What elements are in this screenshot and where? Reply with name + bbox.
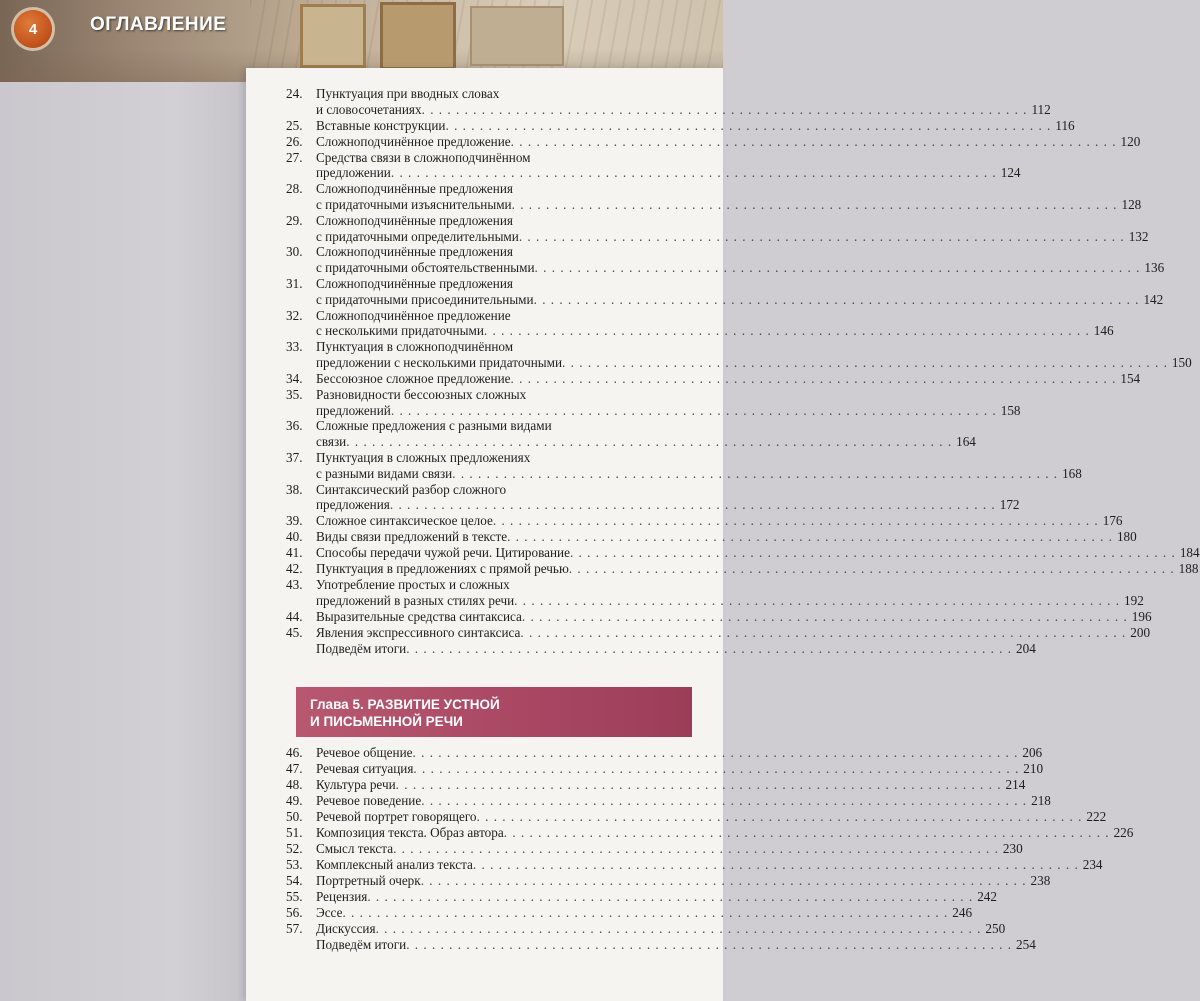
toc-entry-page: 120 xyxy=(1120,133,1141,149)
toc-entry-number: 51. xyxy=(286,825,303,840)
toc-entry-page: 250 xyxy=(985,921,1006,936)
toc-entry-body xyxy=(316,937,1036,953)
toc-entry-number: 48. xyxy=(286,777,303,792)
toc-entry-title: Дискуссия xyxy=(316,921,376,936)
toc-entry xyxy=(286,212,1149,245)
dot-leader xyxy=(413,761,1019,777)
toc-entry-body xyxy=(316,561,1198,577)
dot-leader xyxy=(512,197,1118,213)
dot-leader xyxy=(520,625,1126,641)
toc-entry-title: с придаточными обстоятельственными xyxy=(316,260,535,276)
dot-leader xyxy=(477,809,1083,825)
dot-leader xyxy=(396,777,1002,793)
toc-entry-number: 36. xyxy=(286,418,303,434)
toc-entry-body xyxy=(316,809,1106,825)
toc-entry-title: предложений xyxy=(316,402,391,418)
dot-leader xyxy=(493,513,1099,529)
dot-leader xyxy=(422,102,1028,118)
toc-list-chapter5 xyxy=(286,745,1134,953)
toc-entry-page: 246 xyxy=(952,905,973,920)
toc-entry-body xyxy=(316,529,1137,545)
toc-entry-page: 168 xyxy=(1062,465,1082,481)
toc-entry xyxy=(286,386,1021,419)
toc-entry-page: 200 xyxy=(1130,624,1151,640)
toc-entry-number: 27. xyxy=(286,149,303,165)
toc-entry-title: предложения xyxy=(316,497,390,513)
toc-entry xyxy=(286,275,1164,308)
toc-entry-title: Виды связи предложений в тексте xyxy=(316,529,508,545)
toc-entry-page: 188 xyxy=(1178,561,1199,577)
toc-entry-page: 222 xyxy=(1086,809,1107,824)
toc-entry-title: Пунктуация при вводных словах xyxy=(316,86,500,101)
toc-entry-body xyxy=(316,482,1020,514)
toc-entry-number: 49. xyxy=(286,793,303,808)
toc-entry-body xyxy=(316,276,1163,308)
toc-entry-body xyxy=(316,244,1164,276)
toc-entry-number: 44. xyxy=(286,608,303,624)
banner-picture-icon xyxy=(300,4,366,68)
toc-entry-body xyxy=(316,181,1141,213)
toc-entry-page: 150 xyxy=(1171,354,1192,370)
dot-leader xyxy=(507,529,1113,545)
toc-entry-body xyxy=(316,761,1043,777)
toc-entry-body xyxy=(316,418,976,450)
toc-entry-number: 55. xyxy=(286,889,303,904)
toc-entry xyxy=(286,513,1123,529)
toc-entry xyxy=(286,825,1134,841)
toc-entry-body xyxy=(316,841,1023,857)
toc-entry-page: 128 xyxy=(1121,196,1142,212)
toc-entry-title: Подведём итоги xyxy=(316,937,407,952)
dot-leader xyxy=(445,118,1051,134)
toc-entry-title: с придаточными изъяснительными xyxy=(316,196,512,212)
toc-entry-page: 210 xyxy=(1023,761,1044,776)
dot-leader xyxy=(484,323,1090,339)
toc-entry-title: предложении с несколькими придаточными xyxy=(316,354,563,370)
toc-entry xyxy=(286,418,976,450)
dot-leader xyxy=(393,841,999,857)
toc-entry-title: и словосочетаниях xyxy=(316,101,422,117)
toc-entry-body xyxy=(316,308,1114,340)
toc-entry-number: 53. xyxy=(286,857,303,872)
toc-entry-number: 47. xyxy=(286,761,303,776)
toc-entry xyxy=(286,921,1006,937)
toc-entry-number: 25. xyxy=(286,117,303,133)
toc-entry xyxy=(286,149,1021,182)
toc-entry-title: Композиция текста. Образ автора xyxy=(316,825,504,840)
dot-leader xyxy=(511,134,1117,150)
dot-leader xyxy=(522,609,1128,625)
dot-leader xyxy=(367,889,973,905)
toc-entry-page: 132 xyxy=(1128,228,1149,244)
toc-entry-body xyxy=(316,777,1025,793)
dot-leader xyxy=(511,371,1117,387)
toc-entry xyxy=(286,529,1137,545)
dot-leader xyxy=(562,355,1168,371)
toc-entry-page: 230 xyxy=(1002,841,1023,856)
toc-entry-title: Речевое общение xyxy=(316,745,413,760)
toc-entry-page: 154 xyxy=(1120,370,1141,386)
toc-entry xyxy=(286,873,1051,889)
toc-entry-title: Сложноподчинённые предложения xyxy=(316,275,513,291)
dot-leader xyxy=(391,403,997,419)
dot-leader xyxy=(534,292,1140,308)
toc-entry-title: Выразительные средства синтаксиса xyxy=(316,608,522,624)
toc-entry-page: 176 xyxy=(1102,513,1123,529)
toc-entry-body xyxy=(316,857,1103,873)
toc-entry-title: Пунктуация в сложноподчинённом xyxy=(316,339,514,355)
toc-list xyxy=(286,86,1200,657)
toc-entry-number xyxy=(286,937,316,953)
chapter-title-line1: Глава 5. РАЗВИТИЕ УСТНОЙ xyxy=(310,697,500,712)
toc-entry-title: Сложные предложения с разными видами xyxy=(316,418,552,434)
toc-entry-title: Способы передачи чужой речи. Цитирование xyxy=(316,545,570,561)
toc-entry-title: Пунктуация в предложениях с прямой речью xyxy=(316,561,569,577)
banner-portrait-icon xyxy=(380,2,456,70)
toc-entry-title: Разновидности бессоюзных сложных xyxy=(316,386,527,402)
toc-entry-number: 33. xyxy=(286,339,303,355)
toc-entry-title: Сложноподчинённые предложения xyxy=(316,181,513,197)
toc-entry-number: 41. xyxy=(286,545,303,561)
toc-entry-number: 46. xyxy=(286,745,303,760)
toc-entry-title: Подведём итоги xyxy=(316,640,407,656)
toc-entry xyxy=(286,905,973,921)
toc-entry-number: 37. xyxy=(286,449,303,465)
dot-leader xyxy=(452,466,1058,482)
toc-entry-title: Эссе xyxy=(316,905,343,920)
toc-entry-title: связи xyxy=(316,434,347,450)
toc-entry-body xyxy=(316,150,1021,182)
toc-entry-number: 45. xyxy=(286,624,303,640)
toc-entry-title: Культура речи xyxy=(316,777,396,792)
toc-entry-title: Пунктуация в сложных предложениях xyxy=(316,449,531,465)
toc-entry-title: Употребление простых и сложных xyxy=(316,577,510,593)
toc-entry-body xyxy=(316,905,972,921)
toc-entry xyxy=(286,761,1044,777)
toc-entry-page: 242 xyxy=(977,889,997,904)
toc-entry-title: Смысл текста xyxy=(316,841,394,856)
toc-entry-page: 112 xyxy=(1031,101,1051,117)
toc-entry-page: 254 xyxy=(1016,937,1036,952)
toc-entry-body xyxy=(316,577,1144,609)
toc-entry-title: Комплексный анализ текста xyxy=(316,857,473,872)
toc-entry-body xyxy=(316,118,1075,134)
toc-entry-title: Сложноподчинённое предложение xyxy=(316,307,511,323)
toc-entry-number: 24. xyxy=(286,86,303,101)
toc-entry-title: Вставные конструкции xyxy=(316,117,446,133)
dot-leader xyxy=(421,873,1027,889)
dot-leader xyxy=(391,165,997,181)
toc-entry-body xyxy=(316,921,1005,937)
toc-entry-page: 196 xyxy=(1131,608,1152,624)
chapter-label: Глава 5. xyxy=(310,697,364,712)
toc-entry-page: 164 xyxy=(956,434,976,450)
toc-entry-page: 180 xyxy=(1116,529,1137,545)
toc-entry-title: Сложноподчинённое предложение xyxy=(316,133,511,149)
toc-entry xyxy=(286,449,1082,482)
toc-entry xyxy=(286,577,1144,609)
toc-entry-number: 26. xyxy=(286,133,303,149)
toc-entry-body xyxy=(316,86,1051,118)
toc-entry-page: 214 xyxy=(1005,777,1026,792)
toc-entry xyxy=(286,809,1107,825)
toc-entry-body xyxy=(316,745,1042,761)
toc-entry xyxy=(286,370,1141,387)
toc-entry-body xyxy=(316,889,997,905)
toc-entry-body xyxy=(316,339,1192,371)
toc-entry-body xyxy=(316,371,1140,387)
toc-entry xyxy=(286,133,1141,150)
toc-entry-number: 29. xyxy=(286,212,303,228)
dot-leader xyxy=(346,434,952,450)
toc-entry-title: Речевой портрет говорящего xyxy=(316,809,477,824)
toc-entry-number: 57. xyxy=(286,921,303,936)
chapter-title-line2: И ПИСЬМЕННОЙ РЕЧИ xyxy=(310,714,463,729)
dot-leader xyxy=(514,593,1120,609)
toc-entry-number: 35. xyxy=(286,386,303,402)
toc-entry-title: предложении xyxy=(316,165,391,181)
toc-entry-body xyxy=(316,873,1050,889)
toc-entry xyxy=(286,307,1114,340)
toc-entry xyxy=(286,608,1152,625)
toc-entry xyxy=(286,777,1026,793)
dot-leader xyxy=(421,793,1027,809)
toc-entry-title: Явления экспрессивного синтаксиса xyxy=(316,624,521,640)
toc-entry-page: 204 xyxy=(1016,640,1036,656)
toc-entry-title: с придаточными определительными xyxy=(316,228,519,244)
toc-entry-number: 31. xyxy=(286,275,303,291)
dot-leader xyxy=(535,260,1141,276)
section-title: ОГЛАВЛЕНИЕ xyxy=(90,14,227,35)
toc-entry-title: предложений в разных стилях речи xyxy=(316,592,515,608)
dot-leader xyxy=(406,937,1012,953)
toc-entry-body xyxy=(316,513,1123,529)
toc-entry xyxy=(286,624,1151,641)
toc-entry-title: Сложноподчинённые предложения xyxy=(316,244,513,260)
toc-entry-title: с несколькими придаточными xyxy=(316,323,484,339)
toc-entry xyxy=(286,181,1142,213)
dot-leader xyxy=(376,921,982,937)
dot-leader xyxy=(342,905,948,921)
toc-entry-number: 54. xyxy=(286,873,303,888)
toc-entry-body xyxy=(316,825,1133,841)
toc-entry xyxy=(286,889,997,905)
toc-entry-number: 39. xyxy=(286,513,303,529)
toc-entry-page: 158 xyxy=(1000,402,1021,418)
toc-entry xyxy=(286,745,1043,761)
toc-entry-title: Сложное синтаксическое целое xyxy=(316,513,493,529)
dot-leader xyxy=(413,745,1019,761)
toc-entry-title: Портретный очерк xyxy=(316,873,421,888)
page-number: 4 xyxy=(14,10,52,48)
toc-entry xyxy=(286,561,1199,577)
toc-entry xyxy=(286,545,1200,561)
toc-entry-number: 30. xyxy=(286,244,303,260)
dot-leader xyxy=(519,229,1125,245)
toc-entry xyxy=(286,481,1020,514)
toc-entry-number xyxy=(286,641,316,657)
toc-entry-page: 146 xyxy=(1093,323,1114,339)
toc-entry xyxy=(286,841,1023,857)
toc-entry-body xyxy=(316,641,1036,657)
toc-entry xyxy=(286,86,1051,118)
toc-entry-number: 38. xyxy=(286,481,303,497)
toc-entry-body xyxy=(316,387,1021,419)
toc-entry-number: 50. xyxy=(286,809,303,824)
toc-entry-number: 43. xyxy=(286,577,303,593)
toc-entry-page: 172 xyxy=(999,497,1020,513)
toc-entry-body xyxy=(316,609,1152,625)
toc-entry-title: Синтаксический разбор сложного xyxy=(316,481,507,497)
toc-entry-number: 56. xyxy=(286,905,303,920)
toc-entry xyxy=(286,244,1165,276)
toc-entry xyxy=(286,117,1075,134)
toc-entry-body xyxy=(316,793,1051,809)
chapter-heading xyxy=(296,687,692,737)
toc-entry-page: 116 xyxy=(1055,117,1075,133)
dot-leader xyxy=(504,825,1110,841)
toc-entry-title: Сложноподчинённые предложения xyxy=(316,212,513,228)
toc-entry-page: 184 xyxy=(1179,545,1200,561)
toc-entry-title: Речевое поведение xyxy=(316,793,422,808)
toc-entry-number: 52. xyxy=(286,841,303,856)
left-page xyxy=(0,0,250,1001)
toc-entry-number: 28. xyxy=(286,181,303,197)
toc-entry-body xyxy=(316,134,1140,150)
toc-entry-body xyxy=(316,213,1148,245)
dot-leader xyxy=(570,545,1176,561)
toc-entry-number: 32. xyxy=(286,307,303,323)
toc-entry-title: с разными видами связи xyxy=(316,465,453,481)
toc-entry-page: 124 xyxy=(1000,165,1021,181)
toc-entry-body xyxy=(316,450,1082,482)
toc-entry xyxy=(286,640,1036,657)
toc-entry xyxy=(286,937,1036,953)
toc-entry-page: 142 xyxy=(1143,291,1164,307)
toc-entry-page: 226 xyxy=(1113,825,1134,840)
toc-entry-page: 136 xyxy=(1144,260,1165,276)
toc-entry-page: 234 xyxy=(1082,857,1103,872)
toc-entry-number: 42. xyxy=(286,561,303,577)
toc-entry xyxy=(286,339,1192,371)
dot-leader xyxy=(473,857,1079,873)
toc-entry xyxy=(286,857,1103,873)
dot-leader xyxy=(569,561,1175,577)
toc-entry-body xyxy=(316,625,1150,641)
toc-entry xyxy=(286,793,1051,809)
toc-entry-page: 192 xyxy=(1124,592,1144,608)
banner-manuscript-icon xyxy=(470,6,564,66)
toc-entry-title: Рецензия xyxy=(316,889,368,904)
dot-leader xyxy=(406,641,1012,657)
toc-entry-body xyxy=(316,545,1200,561)
toc-entry-number: 34. xyxy=(286,370,303,386)
toc-entry-title: Речевая ситуация xyxy=(316,761,414,776)
toc-entry-page: 206 xyxy=(1022,745,1043,760)
dot-leader xyxy=(390,497,996,513)
toc-entry-page: 218 xyxy=(1031,793,1051,808)
toc-entry-title: с придаточными присоединительными xyxy=(316,291,534,307)
toc-entry-number: 40. xyxy=(286,529,303,545)
toc-entry-title: Средства связи в сложноподчинённом xyxy=(316,149,531,165)
toc-entry-title: Бессоюзное сложное предложение xyxy=(316,370,511,386)
toc-entry-page: 238 xyxy=(1030,873,1051,888)
